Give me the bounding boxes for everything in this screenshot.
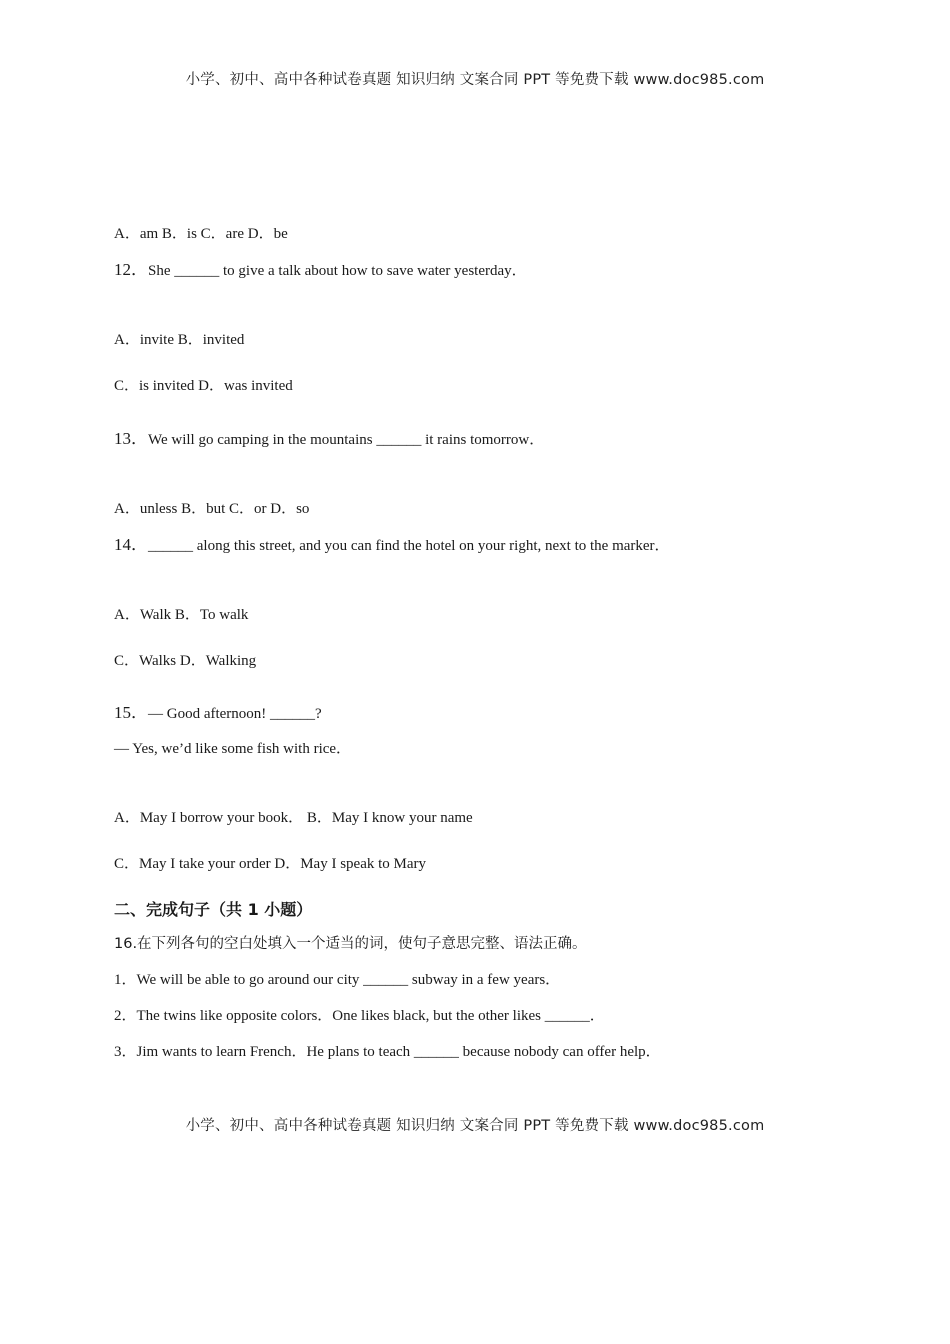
q15-options-ab: A．May I borrow your book． B．May I know your name [114,810,473,826]
q12-options-ab: A．invite B．invited [114,332,245,348]
page-footer: 小学、初中、高中各种试卷真题 知识归纳 文案合同 PPT 等免费下载 www.doc985.com [185,1118,765,1134]
q12-stem: She ______ to give a talk about how to save water yesterday． [148,263,527,279]
q13-options: A．unless B．but C．or D．so [114,501,310,517]
q13-number: 13． [114,429,148,448]
q14-stem-line [114,535,670,556]
q16-item-2: 2．The twins like opposite colors．One likes black, but the other likes ______． [114,1008,605,1024]
q12-stem-line [114,260,527,281]
q12-number: 12． [114,260,148,279]
q11-options: A．am B．is C．are D．be [114,226,288,242]
q15-stem-1: — Good afternoon! ______? [148,706,322,722]
q15-stem-line [114,703,322,724]
q13-stem-line [114,429,544,450]
q16-item-3: 3．Jim wants to learn French．He plans to teach ______ because nobody can offer help． [114,1044,661,1060]
section-2-title: 二、完成句子（共 1 小题） [114,900,313,919]
q14-options-cd: C．Walks D．Walking [114,653,257,669]
q15-number: 15． [114,703,148,722]
q16-item-1: 1．We will be able to go around our city ______ subway in a few years． [114,972,561,988]
q15-options-cd: C．May I take your order D．May I speak to Mary [114,856,427,872]
q14-number: 14． [114,535,148,554]
q14-stem: ______ along this street, and you can find the hotel on your right, next to the marker． [148,538,670,554]
q13-stem: We will go camping in the mountains ______ it rains tomorrow． [148,432,545,448]
page-header: 小学、初中、高中各种试卷真题 知识归纳 文案合同 PPT 等免费下载 www.doc985.com [185,72,765,88]
q16-instruction: 16.在下列各句的空白处填入一个适当的词，使句子意思完整、语法正确。 [114,936,587,952]
q15-stem-2: — Yes, we’d like some fish with rice． [114,741,352,757]
q14-options-ab: A．Walk B．To walk [114,607,249,623]
q12-options-cd: C．is invited D．was invited [114,378,293,394]
